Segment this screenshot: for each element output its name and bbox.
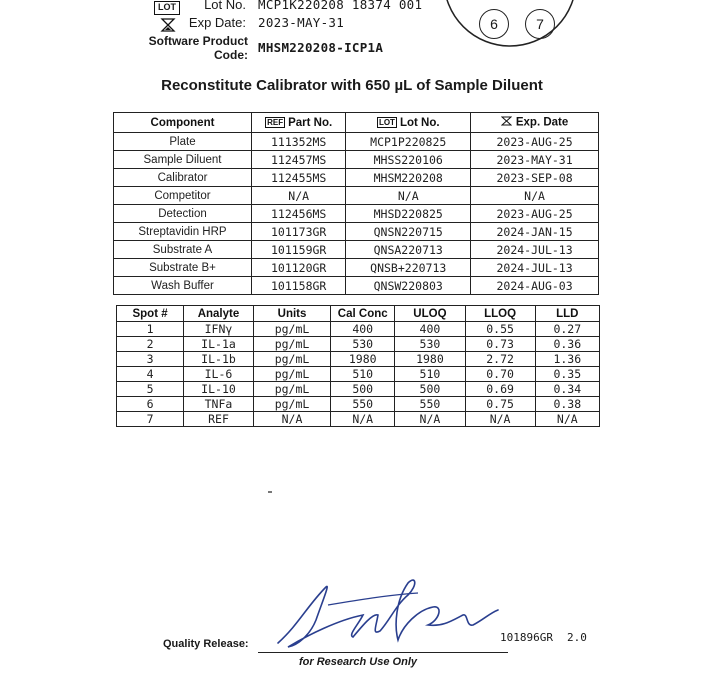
lld-header: LLD — [535, 306, 599, 322]
uloq-cell: 1980 — [395, 352, 465, 367]
part-no-header — [251, 113, 345, 133]
components-table — [113, 112, 599, 295]
component-name: Substrate A — [114, 241, 252, 259]
spot-circle-6: 6 — [479, 9, 509, 39]
lld-cell: 0.38 — [535, 397, 599, 412]
analyte-table — [116, 305, 600, 427]
part-no-cell: N/A — [251, 187, 345, 205]
uloq-cell: 530 — [395, 337, 465, 352]
exp-date-cell: 2024-JUL-13 — [471, 259, 599, 277]
lot-no-cell: N/A — [346, 187, 471, 205]
exp-date-header-label: Exp. Date — [515, 116, 569, 129]
lot-no-cell: QNSA220713 — [346, 241, 471, 259]
software-label-line1: Software Product — [148, 34, 248, 48]
table-row — [114, 259, 599, 277]
exp-date-cell: 2023-MAY-31 — [471, 151, 599, 169]
spot-cell: 2 — [117, 337, 184, 352]
cal-conc-cell: 530 — [331, 337, 395, 352]
spot-cell: 3 — [117, 352, 184, 367]
component-name: Plate — [114, 133, 252, 151]
analyte-cell: IFNγ — [184, 322, 254, 337]
analyte-cell: REF — [184, 412, 254, 427]
uloq-cell: 400 — [395, 322, 465, 337]
lot-icon: LOT — [154, 1, 180, 15]
lot-icon-small: LOT — [378, 117, 395, 127]
part-no-cell: 112457MS — [251, 151, 345, 169]
hourglass-icon — [160, 17, 176, 31]
spot-cell: 1 — [117, 322, 184, 337]
exp-date-cell: 2023-SEP-08 — [471, 169, 599, 187]
spot-layout-diagram — [440, 0, 580, 50]
software-label-line2: Code: — [214, 48, 248, 62]
uloq-cell: N/A — [395, 412, 465, 427]
document-number: 101896GR — [500, 631, 553, 644]
part-no-cell: 101173GR — [251, 223, 345, 241]
lloq-cell: 0.69 — [465, 382, 535, 397]
cal-conc-cell: 400 — [331, 322, 395, 337]
ref-icon: REF — [267, 117, 284, 127]
table-row — [117, 337, 600, 352]
component-header: Component — [114, 113, 252, 133]
lloq-cell: 0.75 — [465, 397, 535, 412]
reconstitution-title: Reconstitute Calibrator with 650 µL of Sample Diluent — [161, 77, 543, 94]
units-cell: pg/mL — [253, 337, 330, 352]
uloq-cell: 550 — [395, 397, 465, 412]
lot-no-cell: QNSB+220713 — [346, 259, 471, 277]
lot-no-header — [346, 113, 471, 133]
exp-date-cell: N/A — [471, 187, 599, 205]
lot-no-cell: MHSS220106 — [346, 151, 471, 169]
part-no-cell: 111352MS — [251, 133, 345, 151]
exp-date-cell: 2023-AUG-25 — [471, 133, 599, 151]
lld-cell: 0.34 — [535, 382, 599, 397]
analyte-cell: IL-1b — [184, 352, 254, 367]
lloq-cell: 2.72 — [465, 352, 535, 367]
table-row — [114, 187, 599, 205]
component-name: Substrate B+ — [114, 259, 252, 277]
table-row — [114, 169, 599, 187]
lld-cell: 0.35 — [535, 367, 599, 382]
component-name: Sample Diluent — [114, 151, 252, 169]
lot-no-cell: MHSM220208 — [346, 169, 471, 187]
uloq-cell: 510 — [395, 367, 465, 382]
lot-no-cell: QNSW220803 — [346, 277, 471, 295]
part-no-cell: 112456MS — [251, 205, 345, 223]
analyte-cell: TNFa — [184, 397, 254, 412]
hourglass-icon-small — [501, 116, 512, 129]
uloq-header: ULOQ — [395, 306, 465, 322]
spot-circle-7: 7 — [525, 9, 555, 39]
spot-cell: 5 — [117, 382, 184, 397]
component-name: Detection — [114, 205, 252, 223]
quality-release-label: Quality Release: — [163, 638, 249, 650]
lloq-cell: 0.70 — [465, 367, 535, 382]
cal-conc-header: Cal Conc — [331, 306, 395, 322]
units-cell: pg/mL — [253, 322, 330, 337]
table-row — [114, 205, 599, 223]
lld-cell: 0.36 — [535, 337, 599, 352]
units-cell: pg/mL — [253, 397, 330, 412]
table-row — [114, 277, 599, 295]
table-row — [114, 223, 599, 241]
exp-date-header — [471, 113, 599, 133]
analyte-header-row — [117, 306, 600, 322]
cal-conc-cell: N/A — [331, 412, 395, 427]
uloq-cell: 500 — [395, 382, 465, 397]
lloq-cell: 0.73 — [465, 337, 535, 352]
research-use-note: for Research Use Only — [299, 656, 417, 668]
lld-cell: N/A — [535, 412, 599, 427]
exp-date-label: Exp Date: — [188, 15, 246, 30]
lot-no-cell: QNSN220715 — [346, 223, 471, 241]
lot-no-cell: MHSD220825 — [346, 205, 471, 223]
scan-speck — [268, 491, 272, 493]
lot-no-cell: MCP1P220825 — [346, 133, 471, 151]
part-no-cell: 101120GR — [251, 259, 345, 277]
analyte-header: Analyte — [184, 306, 254, 322]
document-version: 2.0 — [567, 631, 587, 644]
part-no-header-label: Part No. — [288, 116, 333, 129]
lld-cell: 0.27 — [535, 322, 599, 337]
part-no-cell: 101158GR — [251, 277, 345, 295]
exp-date-cell: 2023-AUG-25 — [471, 205, 599, 223]
cal-conc-cell: 510 — [331, 367, 395, 382]
spot-cell: 4 — [117, 367, 184, 382]
spot-header: Spot # — [117, 306, 184, 322]
spot-cell: 6 — [117, 397, 184, 412]
part-no-cell: 101159GR — [251, 241, 345, 259]
part-no-cell: 112455MS — [251, 169, 345, 187]
software-label — [120, 34, 248, 62]
table-row — [114, 241, 599, 259]
units-cell: N/A — [253, 412, 330, 427]
analyte-cell: IL-6 — [184, 367, 254, 382]
lot-no-header-label: Lot No. — [399, 116, 440, 129]
component-name: Calibrator — [114, 169, 252, 187]
lot-label: Lot No. — [204, 0, 246, 12]
exp-date-cell: 2024-AUG-03 — [471, 277, 599, 295]
table-row — [117, 412, 600, 427]
table-row — [117, 322, 600, 337]
table-row — [117, 352, 600, 367]
spot-cell: 7 — [117, 412, 184, 427]
table-row — [117, 397, 600, 412]
cal-conc-cell: 550 — [331, 397, 395, 412]
component-name: Competitor — [114, 187, 252, 205]
lloq-cell: N/A — [465, 412, 535, 427]
units-cell: pg/mL — [253, 382, 330, 397]
table-row — [114, 151, 599, 169]
component-name: Streptavidin HRP — [114, 223, 252, 241]
lot-value: MCP1K220208 18374 001 — [258, 0, 423, 12]
table-row — [117, 367, 600, 382]
exp-date-cell: 2024-JUL-13 — [471, 241, 599, 259]
components-header-row — [114, 113, 599, 133]
units-cell: pg/mL — [253, 367, 330, 382]
analyte-cell: IL-10 — [184, 382, 254, 397]
lloq-cell: 0.55 — [465, 322, 535, 337]
lloq-header: LLOQ — [465, 306, 535, 322]
signature — [268, 565, 518, 655]
units-header: Units — [253, 306, 330, 322]
cal-conc-cell: 500 — [331, 382, 395, 397]
analyte-cell: IL-1a — [184, 337, 254, 352]
lld-cell: 1.36 — [535, 352, 599, 367]
table-row — [117, 382, 600, 397]
cal-conc-cell: 1980 — [331, 352, 395, 367]
table-row — [114, 133, 599, 151]
component-name: Wash Buffer — [114, 277, 252, 295]
software-code-value: MHSM220208-ICP1A — [258, 40, 384, 55]
units-cell: pg/mL — [253, 352, 330, 367]
signature-line — [258, 652, 508, 653]
exp-date-value: 2023-MAY-31 — [258, 15, 345, 30]
exp-date-cell: 2024-JAN-15 — [471, 223, 599, 241]
